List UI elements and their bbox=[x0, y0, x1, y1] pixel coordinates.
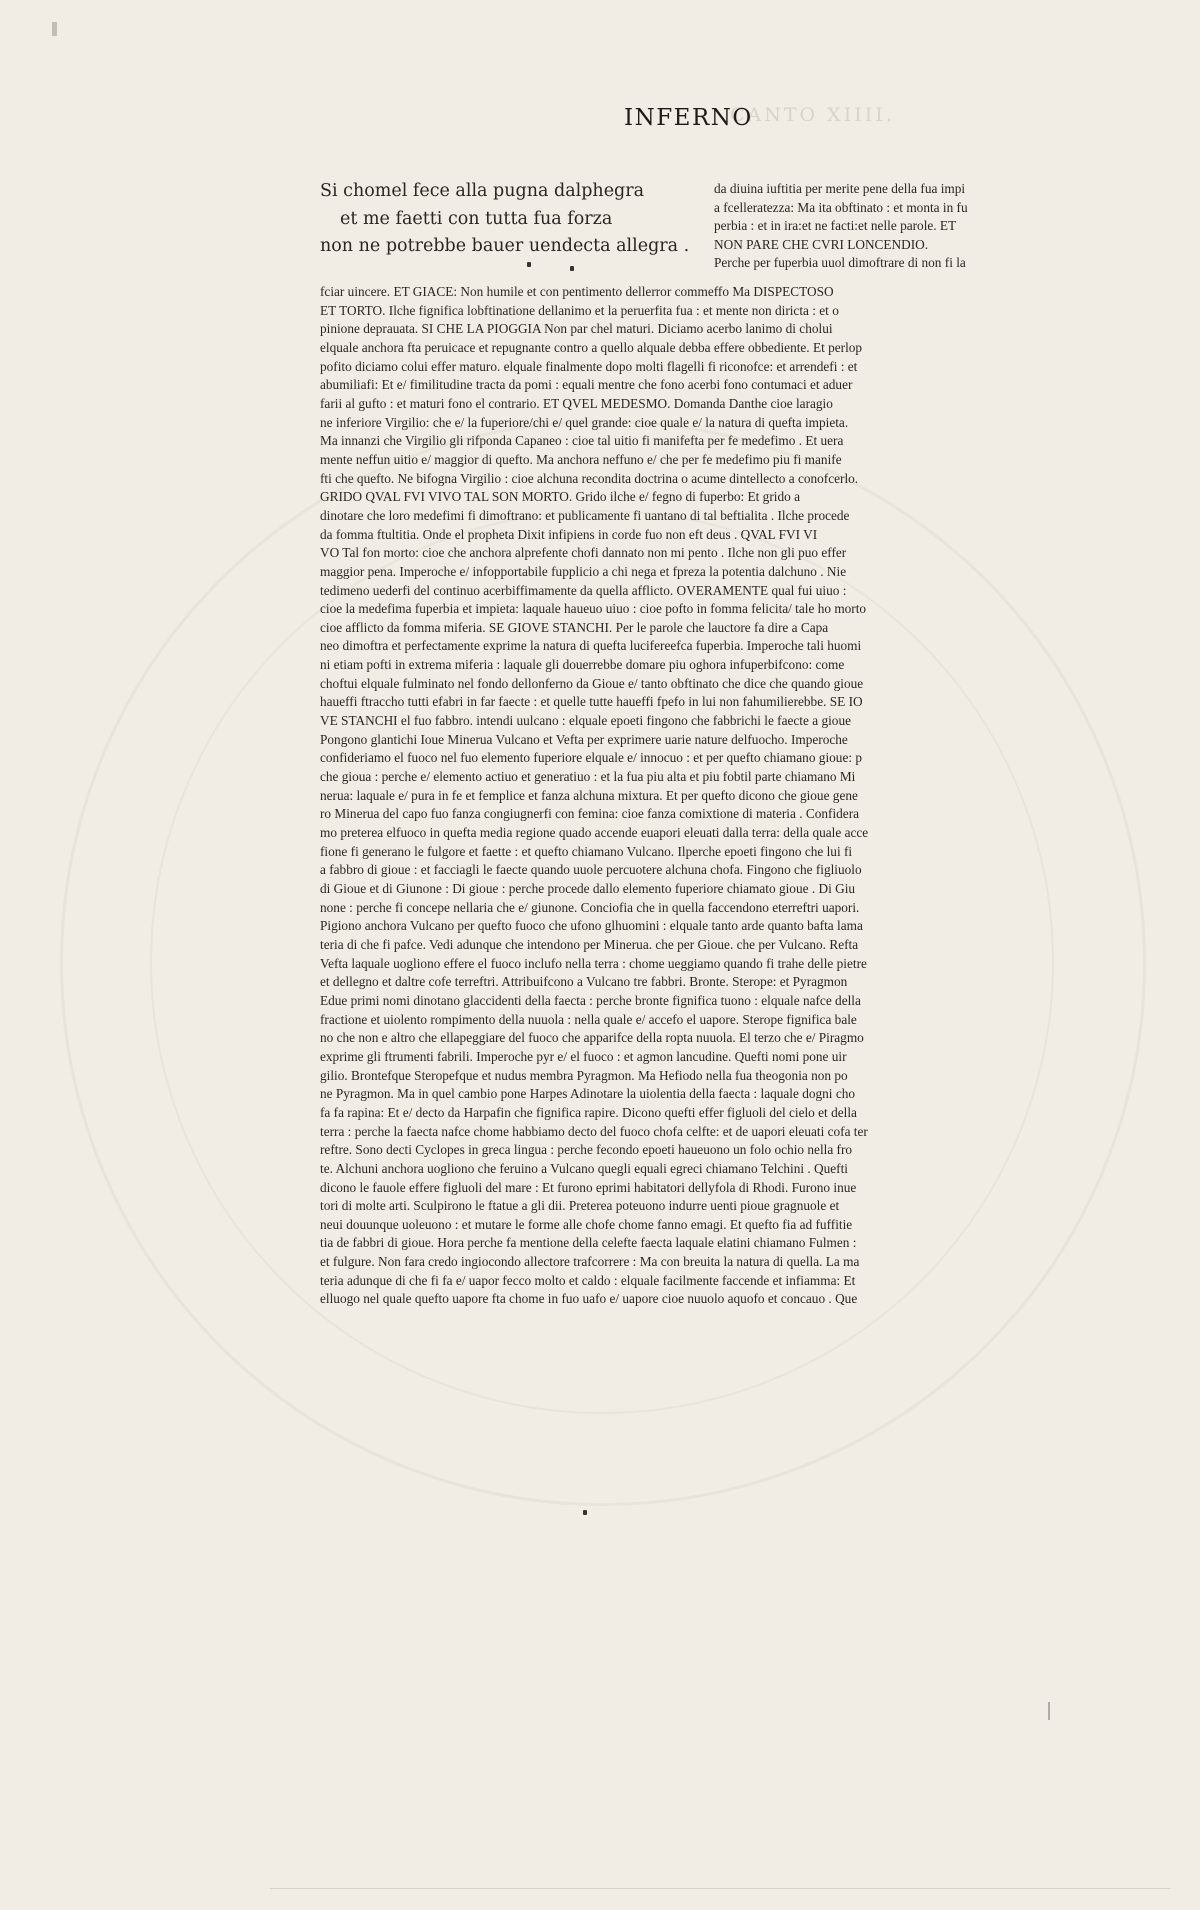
commentary-line: Perche per fuperbia uuol dimoftrare di non fi la bbox=[714, 255, 966, 271]
commentary-line: reftre. Sono decti Cyclopes in greca lingua : perche fecondo epoeti haueuono un folo ochio nella fro bbox=[320, 1142, 853, 1158]
verse-line: et me faetti con tutta fua forza bbox=[340, 208, 613, 229]
commentary-line: fciar uincere. ET GIACE: Non humile et con pentimento dellerror commeffo Ma DISPECTOSO bbox=[320, 284, 834, 299]
commentary-line: Vefta laquale uogliono effere el fuoco inclufo nella terra : chome ueggiamo quando fi trahe delle pietre bbox=[320, 955, 867, 971]
commentary-line: VE STANCHI el fuo fabbro. intendi uulcano : elquale epoeti fingono che fabbrichi le faecte a gioue bbox=[320, 713, 851, 729]
ink-dot bbox=[527, 262, 531, 267]
commentary-line: che gioua : perche e/ elemento actiuo et generatiuo : et la fua piu alta et piu fobtil parte chiamano Mi bbox=[320, 769, 856, 785]
commentary-line: dicono le fauole effere figluoli del mare : Et furono eprimi habitatori dellyfola di Rhodi. Furono inue bbox=[320, 1179, 857, 1195]
commentary-line: teria adunque di che fi fa e/ uapor fecco molto et caldo : elquale facilmente faccende et infiamma: Et bbox=[320, 1272, 856, 1288]
commentary-line: tia de fabbri di gioue. Hora perche fa mentione della celefte faecta laquale elatini chiamano Fulmen : bbox=[320, 1235, 857, 1251]
commentary-line: exprime gli ftrumenti fabrili. Imperoche pyr e/ el fuoco : et agmon lancudine. Quefti nomi pone uir bbox=[320, 1048, 847, 1064]
page-edge-line bbox=[270, 1888, 1170, 1889]
verse-line: Si chomel fece alla pugna dalphegra bbox=[320, 181, 645, 201]
margin-mark bbox=[1048, 1702, 1050, 1720]
commentary-line: elluogo nel quale quefto uapore fta chome in fuo uafo e/ uapore cioe nuuolo aquofo et concauo . Que bbox=[320, 1291, 858, 1307]
commentary-line: no che non e altro che ellapeggiare del fuoco che apparifce della ropta nuuola. El terzo che e/ Piragmo bbox=[320, 1030, 864, 1046]
commentary-line: pofito diciamo colui effer maturo. elquale finalmente dopo molti flagelli fi riconofce: et arrendefi : et bbox=[320, 358, 858, 374]
commentary-line: ro Minerua del capo fuo fanza congiugnerfi con femina: cioe fanza comixtione di materia . Confidera bbox=[320, 806, 860, 822]
commentary-line: maggior pena. Imperoche e/ infopportabile fupplicio a chi nega et fpreza la potentia dalchuno . Nie bbox=[320, 563, 847, 579]
commentary-body bbox=[320, 283, 1070, 1309]
commentary-line: none : perche fi concepe nellaria che e/ giunone. Conciofia che in quella faccendono eterreftri uapori. bbox=[320, 899, 860, 915]
ghost-header: CANTO XIIII. bbox=[730, 104, 895, 126]
verse-block bbox=[320, 178, 690, 261]
commentary-line: Pongono glantichi Ioue Minerua Vulcano et Vefta per exprimere uarie nature delfuocho. Imperoche bbox=[320, 731, 848, 747]
running-head: INFERNO bbox=[624, 105, 753, 131]
commentary-line: abumiliafi: Et e/ fimilitudine tracta da pomi : equali mentre che fono acerbi fono contumaci et aduer bbox=[320, 377, 853, 393]
commentary-line: GRIDO QVAL FVI VIVO TAL SON MORTO. Grido ilche e/ fegno di fuperbo: Et grido a bbox=[320, 489, 800, 505]
edge-mark bbox=[52, 22, 57, 36]
verse-line: non ne potrebbe bauer uendecta allegra . bbox=[320, 236, 690, 256]
commentary-line: gilio. Brontefque Steropefque et nudus membra Pyragmon. Ma Hefiodo nella fua theogonia non po bbox=[320, 1067, 848, 1083]
commentary-line: farii al gufto : et maturi fono el contrario. ET QVEL MEDESMO. Domanda Danthe cioe laragio bbox=[320, 395, 833, 411]
commentary-line: tori di molte arti. Sculpirono le ftatue a gli dii. Preterea poteuono indurre uenti pioue gragnuole et bbox=[320, 1198, 840, 1214]
commentary-line: confideriamo el fuoco nel fuo elemento fuperiore elquale e/ innocuo : et per quefto chiamano gioue: p bbox=[320, 750, 863, 766]
commentary-line: te. Alchuni anchora uogliono che feruino a Vulcano quegli equali egreci chiamano Telchini . Quefti bbox=[320, 1160, 848, 1176]
commentary-line: fti che quefto. Ne bifogna Virgilio : cioe alchuna recondita doctrina o acume dintellecto a conofcerlo. bbox=[320, 470, 859, 486]
commentary-line: terra : perche la faecta nafce chome habbiamo decto del fuoco chofa celfte: et de uapori eleuati cofa ter bbox=[320, 1123, 868, 1139]
commentary-line: a fabbro di gioue : et facciagli le faecte quando uuole percuotere alchuna chofa. Fingono che figliuolo bbox=[320, 862, 862, 878]
ink-dot bbox=[570, 266, 574, 271]
commentary-line: neo dimoftra et perfectamente exprime la natura di quefta lucifereefca fuperbia. Imperoche tali huomi bbox=[320, 638, 862, 654]
commentary-line: da diuina iuftitia per merite pene della fua impi bbox=[714, 181, 966, 196]
commentary-line: dinotare che loro medefimi fi dimoftrano: et publicamente fi uantano di tal beftialita . Ilche procede bbox=[320, 507, 850, 523]
commentary-line: nerua: laquale e/ pura in fe et femplice et fanza alchuna mixtura. Et per quefto dicono che gioue gene bbox=[320, 787, 858, 803]
commentary-line: VO Tal fon morto: cioe che anchora alprefente chofi dannato non mi pento . Ilche non gli puo effer bbox=[320, 545, 847, 561]
commentary-line: neui douunque uoleuono : et mutare le forme alle chofe chome fanno emagi. Et quefto fia ad fuffitie bbox=[320, 1216, 853, 1232]
commentary-line: mente neffun uitio e/ maggior di quefto. Ma anchora neffuno e/ che per fe medefimo piu fi manife bbox=[320, 451, 842, 467]
commentary-line: fractione et uiolento rompimento della nuuola : nella quale e/ accefo el uapore. Sterope fignifica bale bbox=[320, 1011, 857, 1027]
commentary-line: ni etiam pofti in extrema miferia : laquale gli douerrebbe domare piu oghora infuperbifcono: come bbox=[320, 657, 845, 673]
commentary-line: ne inferiore Virgilio: che e/ la fuperiore/chi e/ quel grande: cioe quale e/ la natura di quefta impieta. bbox=[320, 414, 849, 430]
commentary-line: ne Pyragmon. Ma in quel cambio pone Harpes Adinotare la uiolentia della faecta : laquale dogni cho bbox=[320, 1086, 856, 1102]
commentary-top bbox=[714, 180, 1070, 273]
commentary-line: a fcelleratezza: Ma ita obftinato : et monta in fu bbox=[714, 199, 968, 215]
commentary-line: et dellegno et daltre cofe terreftri. Attribuifcono a Vulcano tre fabbri. Bronte. Sterope: et Pyragmon bbox=[320, 974, 848, 990]
commentary-line: di Gioue et di Giunone : Di gioue : perche procede dallo elemento fuperiore chiamato gioue . Di Giu bbox=[320, 881, 856, 896]
commentary-line: cioe la medefima fuperbia et impieta: laquale haueuo uiuo : cioe pofto in fomma felicita/ tale ho morto bbox=[320, 601, 867, 617]
commentary-line: elquale anchora fta peruicace et repugnante contro a quello alquale debba effere obbediente. Et perlop bbox=[320, 339, 863, 355]
ink-dot bbox=[583, 1510, 587, 1515]
commentary-line: teria di che fi pafce. Vedi adunque che intendono per Minerua. che per Gioue. che per Vulcano. Refta bbox=[320, 936, 859, 952]
commentary-line: Ma innanzi che Virgilio gli rifponda Capaneo : cioe tal uitio fi manifefta per fe medefimo . Et uera bbox=[320, 433, 844, 449]
commentary-line: choftui elquale fulminato nel fondo dellonferno da Gioue e/ tanto obftinato che dice che quando gioue bbox=[320, 675, 864, 691]
commentary-line: mo preterea elfuoco in quefta media regione quado accende euapori eleuati dalla terra: della quale acce bbox=[320, 825, 869, 841]
commentary-line: NON PARE CHE CVRI LONCENDIO. bbox=[714, 236, 929, 252]
commentary-line: cioe afflicto da fomma miferia. SE GIOVE STANCHI. Per le parole che lauctore fa dire a Capa bbox=[320, 619, 829, 635]
commentary-line: perbia : et in ira:et ne facti:et nelle parole. ET bbox=[714, 218, 957, 234]
commentary-line: fione fi generano le fulgore et faette : et quefto chiamano Vulcano. Ilperche epoeti fingono che lui fi bbox=[320, 843, 853, 859]
commentary-line: Pigiono anchora Vulcano per quefto fuoco che ufono glhuomini : elquale tanto arde quanto bafta lama bbox=[320, 918, 863, 934]
commentary-line: fa fa rapina: Et e/ decto da Harpafin che fignifica rapire. Dicono quefti effer figluoli del cielo et della bbox=[320, 1104, 857, 1120]
commentary-line: ET TORTO. Ilche fignifica lobftinatione dellanimo et la peruerfita fua : et mente non diricta : et o bbox=[320, 302, 839, 318]
commentary-line: pinione deprauata. SI CHE LA PIOGGIA Non par chel maturi. Diciamo acerbo lanimo di cholui bbox=[320, 321, 833, 337]
commentary-line: et fulgure. Non fara credo ingiocondo allectore trafcorrere : Ma con breuita la natura di quella. La ma bbox=[320, 1254, 860, 1270]
commentary-line: haueffi ftraccho tutti efabri in far faecte : et quelle tutte haueffi fpefo in lui non fahumilierebbe. SE IO bbox=[320, 694, 863, 710]
commentary-line: Edue primi nomi dinotano glaccidenti della faecta : perche bronte fignifica tuono : elquale nafce della bbox=[320, 992, 861, 1008]
commentary-line: tedimeno uederfi del continuo acerbiffimamente da quella afflicto. OVERAMENTE qual fui uiuo : bbox=[320, 582, 847, 598]
commentary-line: da fomma ftultitia. Onde el propheta Dixit infipiens in corde fuo non eft deus . QVAL FVI VI bbox=[320, 526, 818, 542]
